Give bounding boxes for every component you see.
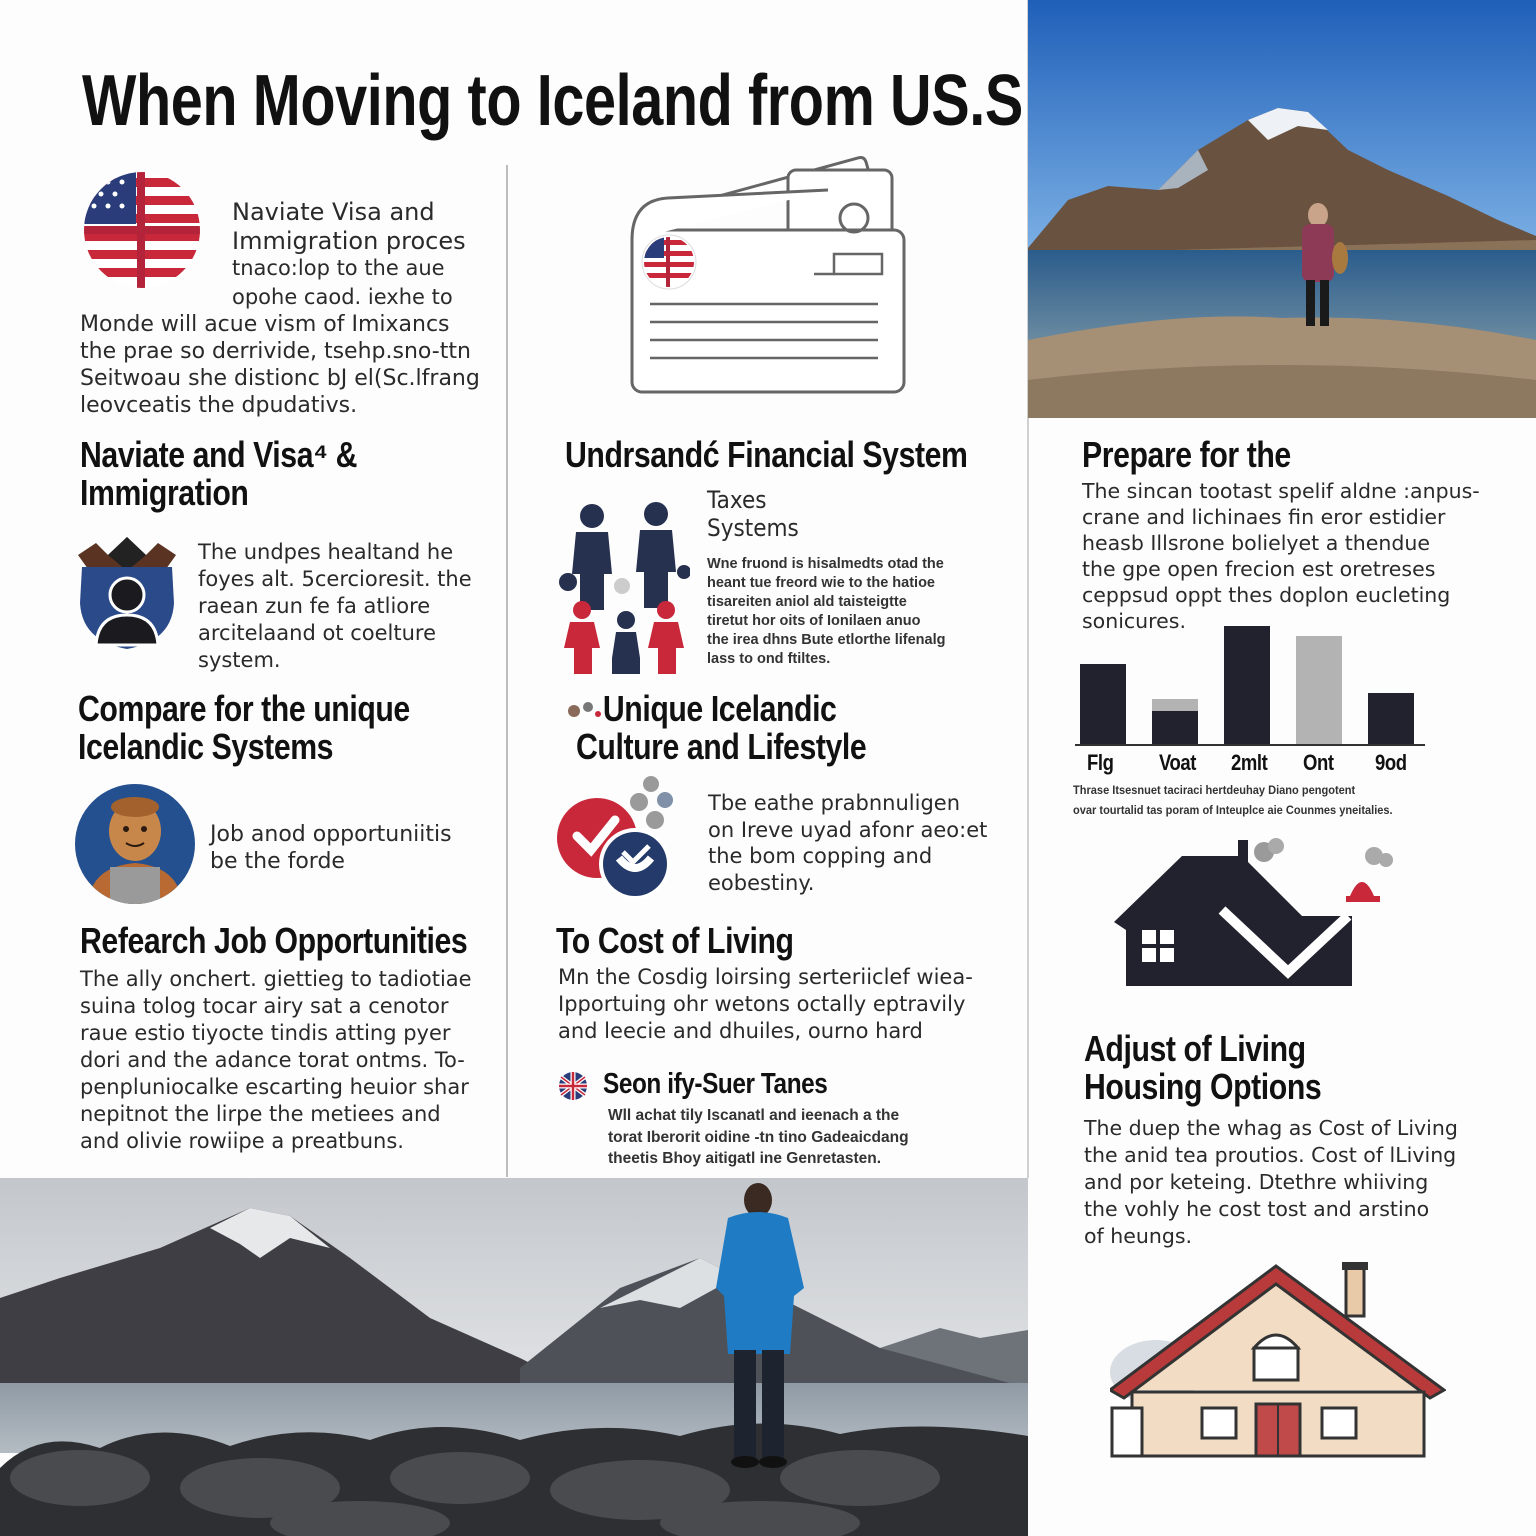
text-line: be the forde <box>210 849 345 874</box>
job-heading: Refearch Job Opportunities <box>80 920 468 961</box>
text-line: Monde will acue vism of Imixancs <box>80 312 450 337</box>
prepare-heading: Prepare for the <box>1082 434 1291 475</box>
text-line: ceppsud oppt thes doplon eucleting <box>1082 583 1451 607</box>
culture-text <box>708 791 987 897</box>
text-line: foyes alt. 5cercioresit. the <box>198 567 472 591</box>
text-line: Ipportuing ohr wetons octally eptravily <box>558 992 966 1016</box>
housing-heading <box>1084 1030 1321 1106</box>
text-line: the irea dhns Bute etlorthe lifenalg <box>707 632 946 648</box>
text-line: The undpes healtand he <box>198 540 454 564</box>
text-line: and olivie rowiipe a preatbuns. <box>80 1129 404 1153</box>
text-line: raean zun fe fa atliore <box>198 594 431 618</box>
visa-heading <box>80 436 357 512</box>
text-line: raue estio tiyocte tindis atting pyer <box>80 1021 451 1045</box>
security-text <box>608 1105 909 1170</box>
heading-line: Naviate and Visa⁴ & <box>80 434 358 475</box>
heading-line: Compare for the unique <box>78 688 410 729</box>
heading-line: Culture and Lifestyle <box>576 726 867 767</box>
text-line: Job anod opportuniitis <box>210 822 452 847</box>
heading-line: Adjust of Living <box>1084 1028 1306 1069</box>
text-line: heant tue freord wie to the hatioe <box>707 575 935 591</box>
text-line: dori and the adance torat ontms. To- <box>80 1048 465 1072</box>
chart-x-labels <box>1075 750 1425 776</box>
job-text <box>80 967 472 1156</box>
text-line: Mn the Cosdig loirsing serteriiclef wiea- <box>558 965 973 989</box>
bar-Flg-dark <box>1080 664 1126 744</box>
text-line: suina tolog tocar airy sat a cenotor <box>80 994 449 1018</box>
checkmark-badges-icon <box>555 774 690 902</box>
text-line: leovceatis the dpudativs. <box>80 393 358 418</box>
bar-Ont-grey <box>1296 636 1342 744</box>
text-line: tisareiten aniol ald taisteigtte <box>707 594 907 610</box>
us-flag-icon <box>82 172 202 292</box>
text-line: lass to ond ftiltes. <box>707 651 831 667</box>
chart-x-label: Voat <box>1159 750 1196 775</box>
text-line: Tbe eathe prabnnuligen <box>708 791 960 815</box>
text-line: Systems <box>707 514 799 542</box>
text-line: tiretut hor oits of Ionilaen anuo <box>707 613 921 629</box>
text-line: arcitelaand ot coelture <box>198 621 437 645</box>
text-line: and leecie and dhuiles, ourno hard <box>558 1019 923 1043</box>
column-divider <box>506 165 508 1177</box>
text-line: Naviate Visa and <box>232 198 435 226</box>
text-line: nepitnot the lirpe the metiees and <box>80 1102 441 1126</box>
worker-avatar-icon <box>74 783 196 905</box>
iceland-coast-hiker-photo <box>0 1178 1028 1536</box>
cottage-house-icon <box>1110 1262 1446 1458</box>
text-line: Wll achat tily Iscanatl and ieenach a the <box>608 1107 900 1124</box>
bar-Voat-grey <box>1152 699 1198 711</box>
financial-heading: Undrsandć Financial System <box>565 434 968 475</box>
chart-x-label: Ont <box>1303 750 1334 775</box>
heading-line: Icelandic Systems <box>78 726 334 767</box>
visa-text <box>198 540 472 675</box>
family-icon <box>558 498 690 674</box>
text-line: torat Iberorit oidine -tn tino Gadeaicdang <box>608 1128 909 1146</box>
immigration-person-shield-icon <box>74 533 180 651</box>
job-blurb <box>210 822 452 876</box>
text-line: of heungs. <box>1084 1224 1193 1248</box>
cost-text <box>558 965 973 1046</box>
text-line: system. <box>198 648 281 672</box>
text-line: Taxes <box>707 486 767 514</box>
text-line: Wne fruond is hisalmedts otad the <box>707 556 944 572</box>
heading-line: Unique Icelandic <box>602 688 837 729</box>
chart-x-label: Flg <box>1087 750 1114 775</box>
heading-line: Immigration <box>80 472 249 513</box>
heading-line: Housing Options <box>1084 1066 1322 1107</box>
intro-text <box>80 312 480 420</box>
iceland-mountain-lake-photo <box>1028 0 1536 418</box>
prepare-text <box>1082 479 1480 635</box>
text-line: the vohly he cost tost and arstino <box>1084 1197 1430 1221</box>
text-line: The duep the whag as Cost of Living <box>1084 1116 1458 1140</box>
text-line: the prae so derrivide, tsehp.sno-ttn <box>80 339 471 364</box>
text-line: Thrase Itsesnuet taciraci hertdeuhay Diano pengotent <box>1073 783 1356 797</box>
bar-chart <box>1075 620 1425 746</box>
compare-heading <box>78 690 410 766</box>
text-line: ovar tourtalid tas poram of Inteuplce aie Counmes yneitalies. <box>1073 803 1393 817</box>
security-heading: Seon ify-Suer Tanes <box>603 1068 828 1100</box>
taxes-text <box>707 555 945 669</box>
cost-heading: To Cost of Living <box>556 920 794 961</box>
text-line: theetis Bhoy aitigatl ine Genretasten. <box>608 1150 882 1167</box>
passport-card-icon <box>628 150 910 400</box>
house-icon <box>1112 838 1402 988</box>
text-line: the gpe open frecion est oretreses <box>1082 557 1436 581</box>
chart-x-label: 2mlt <box>1231 750 1268 775</box>
chart-caption <box>1073 780 1393 820</box>
text-line: Immigration proces <box>232 227 466 255</box>
text-line: Seitwoau she distionc bJ el(Sc.lfrang <box>80 366 480 391</box>
text-line: penpluniocalke escarting heuior shar <box>80 1075 469 1099</box>
text-line: opohe caod. iexhe to <box>232 285 453 309</box>
bar-9od-dark <box>1368 693 1414 744</box>
uk-flag-icon <box>558 1071 588 1101</box>
housing-text <box>1084 1116 1458 1251</box>
text-line: crane and lichinaes fin eror estidier <box>1082 505 1446 529</box>
culture-heading <box>576 690 866 766</box>
chart-x-label: 9od <box>1375 750 1407 775</box>
text-line: and por keteing. Dtethre whiiving <box>1084 1170 1429 1194</box>
page-title: When Moving to Iceland from US.S <box>82 61 1023 141</box>
text-line: the anid tea proutios. Cost of lLiving <box>1084 1143 1457 1167</box>
text-line: the bom copping and <box>708 844 933 868</box>
text-line: on Ireve uyad afonr aeo:et <box>708 817 988 842</box>
text-line: The sincan tootast spelif aldne :anpus- <box>1082 479 1480 503</box>
text-line: heasb Illsrone bolielyet a thendue <box>1082 531 1431 555</box>
text-line: sonicures. <box>1082 609 1186 633</box>
text-line: eobestiny. <box>708 870 815 895</box>
text-line: The ally onchert. giettieg to tadiotiae <box>80 967 472 991</box>
text-line: tnaco:lop to the aue <box>232 256 445 280</box>
bar-2mlt-dark <box>1224 626 1270 744</box>
intro-text-indented <box>232 198 466 314</box>
bar-Voat-dark <box>1152 711 1198 744</box>
taxes-label <box>707 486 799 542</box>
